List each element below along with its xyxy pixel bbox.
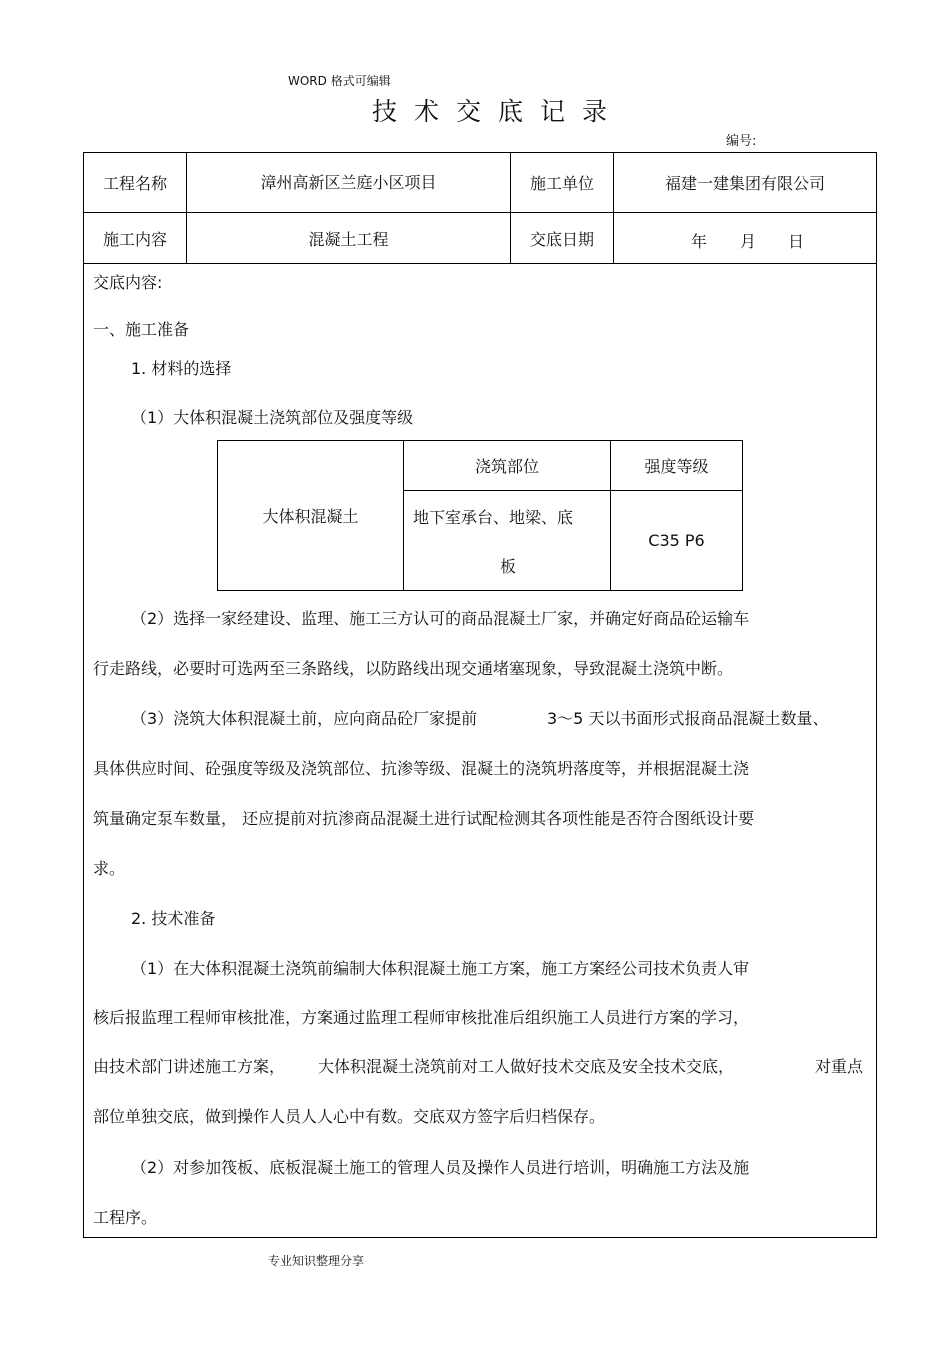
label-project-name: 工程名称 (102, 174, 167, 193)
content-label: 交底内容: (93, 273, 163, 292)
info-table-bottom (83, 263, 877, 264)
tech-item-1-line-3b: 大体积混凝土浇筑前对工人做好技术交底及安全技术交底， (318, 1057, 735, 1076)
tech-item-1-line-1: （1）在大体积混凝土浇筑前编制大体积混凝土施工方案，施工方案经公司技术负责人审 (131, 959, 750, 978)
subheading-material-selection: 1. 材料的选择 (131, 359, 232, 378)
item-3-line-1b: 3～5 天以书面形式报商品混凝土数量、 (547, 709, 829, 728)
tech-item-1-line-2: 核后报监理工程师审核批准，方案通过监理工程师审核批准后组织施工人员进行方案的学习， (93, 1008, 750, 1027)
item-3-line-4: 求。 (93, 859, 126, 878)
item-3-line-1a: （3）浇筑大体积混凝土前，应向商品砼厂家提前 (131, 709, 478, 728)
inner-row-label: 大体积混凝土 (262, 507, 359, 526)
inner-part-line-1: 地下室承台、地梁、底 (413, 508, 574, 527)
item-3-line-2: 具体供应时间、砼强度等级及浇筑部位、抗渗等级、混凝土的浇筑坍落度等，并根据混凝土浇 (93, 759, 750, 778)
construction-content: 混凝土工程 (308, 229, 389, 249)
document-number-label: 编号: (726, 134, 757, 149)
item-1-text: （1）大体积混凝土浇筑部位及强度等级 (131, 408, 414, 427)
section-heading-preparation: 一、施工准备 (93, 320, 190, 339)
footer-note: 专业知识整理分享 (268, 1254, 365, 1268)
tech-item-1-line-4: 部位单独交底，做到操作人员人人心中有数。交底双方签字后归档保存。 (93, 1107, 606, 1126)
inner-header-part: 浇筑部位 (474, 457, 539, 476)
date-month: 月 (740, 232, 757, 251)
tech-item-1-line-3a: 由技术部门讲述施工方案， (93, 1057, 286, 1076)
inner-part-line-2: 板 (500, 557, 517, 576)
document-title: 技术交底记录 (372, 97, 625, 126)
project-name: 漳州高新区兰庭小区项目 (260, 172, 437, 192)
subheading-technical-preparation: 2. 技术准备 (131, 909, 216, 928)
date-day: 日 (788, 232, 805, 251)
label-handover-date: 交底日期 (529, 229, 594, 249)
label-construction-unit: 施工单位 (529, 174, 594, 193)
label-construction-content: 施工内容 (102, 229, 167, 249)
tech-item-2-line-1: （2）对参加筏板、底板混凝土施工的管理人员及操作人员进行培训，明确施工方法及施 (131, 1158, 750, 1177)
header-note: WORD 格式可编辑 (288, 74, 391, 88)
inner-header-grade: 强度等级 (644, 457, 709, 476)
inner-grade-value: C35 P6 (648, 531, 705, 550)
date-year: 年 (691, 232, 708, 251)
item-2-line-2: 行走路线，必要时可选两至三条路线，以防路线出现交通堵塞现象，导致混凝土浇筑中断。 (93, 659, 734, 678)
tech-item-2-line-2: 工程序。 (93, 1208, 158, 1227)
item-2-line-1: （2）选择一家经建设、监理、施工三方认可的商品混凝土厂家，并确定好商品砼运输车 (131, 609, 750, 628)
item-3-line-3: 筑量确定泵车数量， 还应提前对抗渗商品混凝土进行试配检测其各项性能是否符合图纸设计要 (93, 809, 755, 828)
construction-unit: 福建一建集团有限公司 (664, 174, 825, 193)
tech-item-1-line-3c: 对重点 (815, 1057, 864, 1076)
